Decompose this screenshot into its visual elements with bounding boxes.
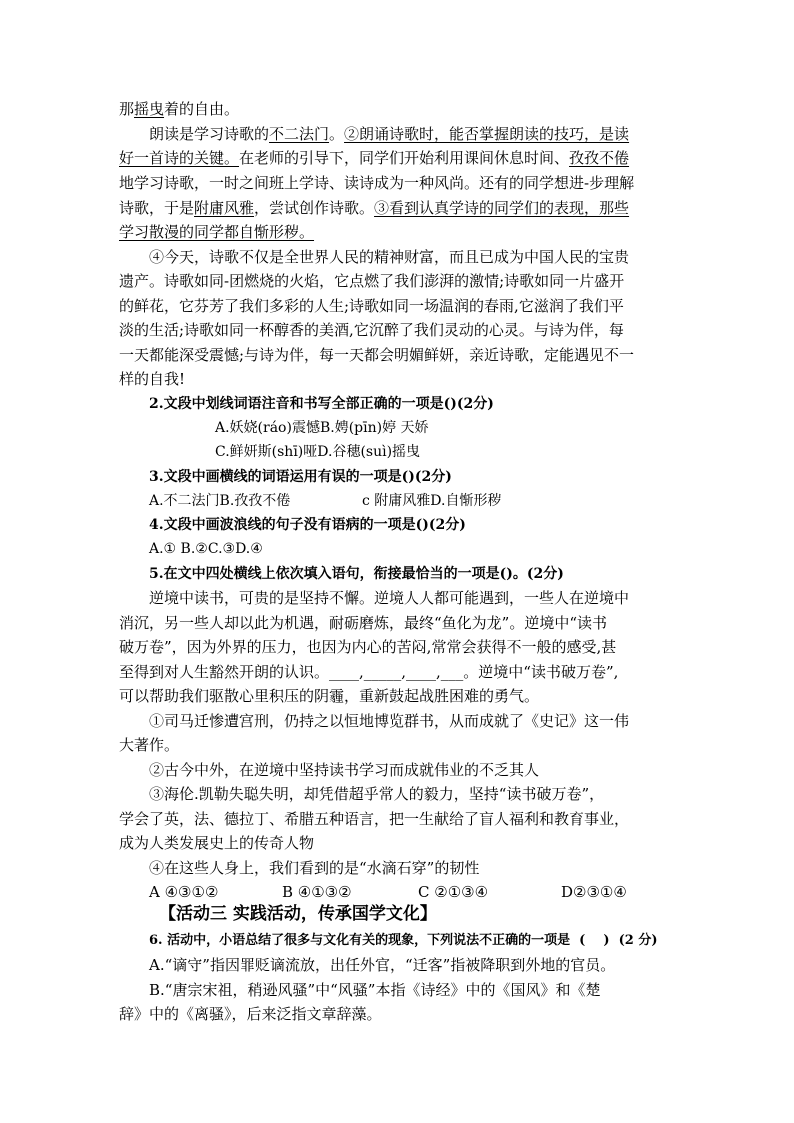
question-4-stem: 4.文段中画波浪线的句子没有语病的一项是()(2分) [149, 517, 466, 533]
underlined-word: 摇曳 [134, 100, 165, 118]
question-6-option-b: B.“唐宗宋祖，稍逊风骚”中“风骚”本指《诗经》中的《国风》和《楚 [149, 981, 601, 999]
question-5-text: 可以帮助我们驱散心里积压的阴霾，重新鼓起战胜困难的勇气。 [119, 687, 540, 705]
question-6-option-b: 辞》中的《离骚》，后来泛指文章辞藻。 [119, 1005, 382, 1023]
question-5-stem: 5.在文中四处横线上依次填入语句，衔接最恰当的一项是()。(2分) [149, 566, 564, 582]
passage-line: 的鲜花，它芬芳了我们多彩的人生;诗歌如同一场温润的春雨,它滋润了我们平 [119, 297, 624, 315]
underlined-word: 附庸风雅 [194, 199, 255, 217]
passage-line: 学习散漫的同学都自惭形秽。 [119, 223, 315, 241]
marked-sentence-2: 好一首诗的关键。 [119, 149, 240, 167]
question-6-option-a: A.“谪守”指因罪贬谪流放，出任外官，“迁客”指被降职到外地的官员。 [149, 956, 616, 974]
question-5-option-c: C ②①③④ [418, 883, 489, 901]
sentence-2: ②古今中外，在逆境中坚持读书学习而成就伟业的不乏其人 [149, 761, 540, 779]
sentence-1: ①司马迁惨遭宫刑，仍持之以恒地博览群书，从而成就了《史记》这一伟 [149, 712, 630, 730]
passage-line: 一天都能深受震憾;与诗为伴，每一天都会明媚鲜妍，亲近诗歌，定能遇见不一 [119, 346, 635, 364]
question-3-options: A.不二法门B.孜孜不倦 [149, 493, 291, 509]
sentence-3: ③海伦.凯勒失聪失明，却凭借超乎常人的毅力，坚持“读书破万卷”， [149, 785, 605, 803]
marked-sentence-3: 学习散漫的同学都自惭形秽 [119, 223, 300, 241]
question-5-text: 至得到对人生豁然开朗的认识。____,_____,____,___。逆境中“读书破万卷”, [119, 663, 619, 681]
marked-sentence-3: ③看到认真学诗的同学们的表现，那些 [374, 199, 630, 217]
question-5-option-b: B ④①③② [282, 883, 352, 901]
activity-3-heading: 【活动三 实践活动，传承国学文化】 [159, 904, 437, 924]
sentence-4: ④在这些人身上，我们看到的是“水滴石穿”的韧性 [149, 859, 480, 877]
question-3-stem: 3.文段中画横线的词语运用有误的一项是()(2分) [149, 469, 452, 485]
question-5-option-a: A ④③①② [149, 883, 219, 901]
passage-line: 遗产。诗歌如同-团燃烧的火焰，它点燃了我们澎湃的激情;诗歌如同一片盛开 [119, 272, 625, 290]
question-5-option-d: D②③①④ [561, 883, 627, 901]
passage-line: 样的自我! [119, 370, 186, 388]
sentence-3: 学会了英，法、德拉丁、希腊五种语言，把一生献给了盲人福利和教育事业， [119, 810, 630, 828]
question-2-options: C.鲜妍斯(shī)哑D.谷穗(suì)摇曳 [215, 444, 421, 460]
passage-line: 朗读是学习诗歌的不二法门。②朗诵诗歌时，能否掌握朗读的技巧，是读 [149, 125, 630, 143]
question-2-stem: 2.文段中划线词语注音和书写全部正确的一项是()(2分) [149, 396, 494, 412]
marked-sentence-2: ②朗诵诗歌时，能否掌握朗读的技巧，是读 [344, 125, 630, 143]
passage-line: ④今天，诗歌不仅是全世界人民的精神财富，而且已成为中国人民的宝贵 [149, 248, 630, 266]
underlined-word: 不二法门 [269, 125, 330, 143]
question-6-stem: 6. 活动中，小语总结了很多与文化有关的现象，下列说法不正确的一项是 ( ) (2 分) [149, 933, 658, 948]
underlined-word: 孜孜不倦 [569, 149, 630, 167]
question-5-text: 破万卷”，因为外界的压力，也因为内心的苦闷,常常会获得不一般的感受,甚 [119, 638, 617, 656]
question-4-options: A.① B.②C.③D.④ [149, 541, 263, 557]
passage-line: 好一首诗的关键。在老师的引导下，同学们开始利用课间休息时间、孜孜不倦 [119, 149, 630, 167]
passage-line: 那摇曳着的自由。 [119, 100, 240, 118]
question-5-text: 逆境中读书，可贵的是坚持不懈。逆境人人都可能遇到，一些人在逆境中 [149, 589, 630, 607]
question-3-options: c 附庸风雅D.自惭形秽 [362, 493, 502, 509]
passage-line: 地学习诗歌，一时之间班上学诗、读诗成为一种风尚。还有的同学想进-步理解 [119, 174, 635, 192]
sentence-1: 大著作。 [119, 736, 180, 754]
question-5-text: 消沉，另一些人却以此为机遇，耐砺磨炼，最终“鱼化为龙”。逆境中“读书 [119, 614, 608, 632]
sentence-3: 成为人类发展史上的传奇人物 [119, 834, 315, 852]
question-2-options: A.妖娆(ráo)震憾B.娉(pīn)婷 天娇 [215, 420, 429, 436]
passage-line: 淡的生活;诗歌如同一杯醇香的美酒,它沉醉了我们灵动的心灵。与诗为伴，每 [119, 321, 624, 339]
passage-line: 诗歌，于是附庸风雅，尝试创作诗歌。③看到认真学诗的同学们的表现，那些 [119, 199, 630, 217]
